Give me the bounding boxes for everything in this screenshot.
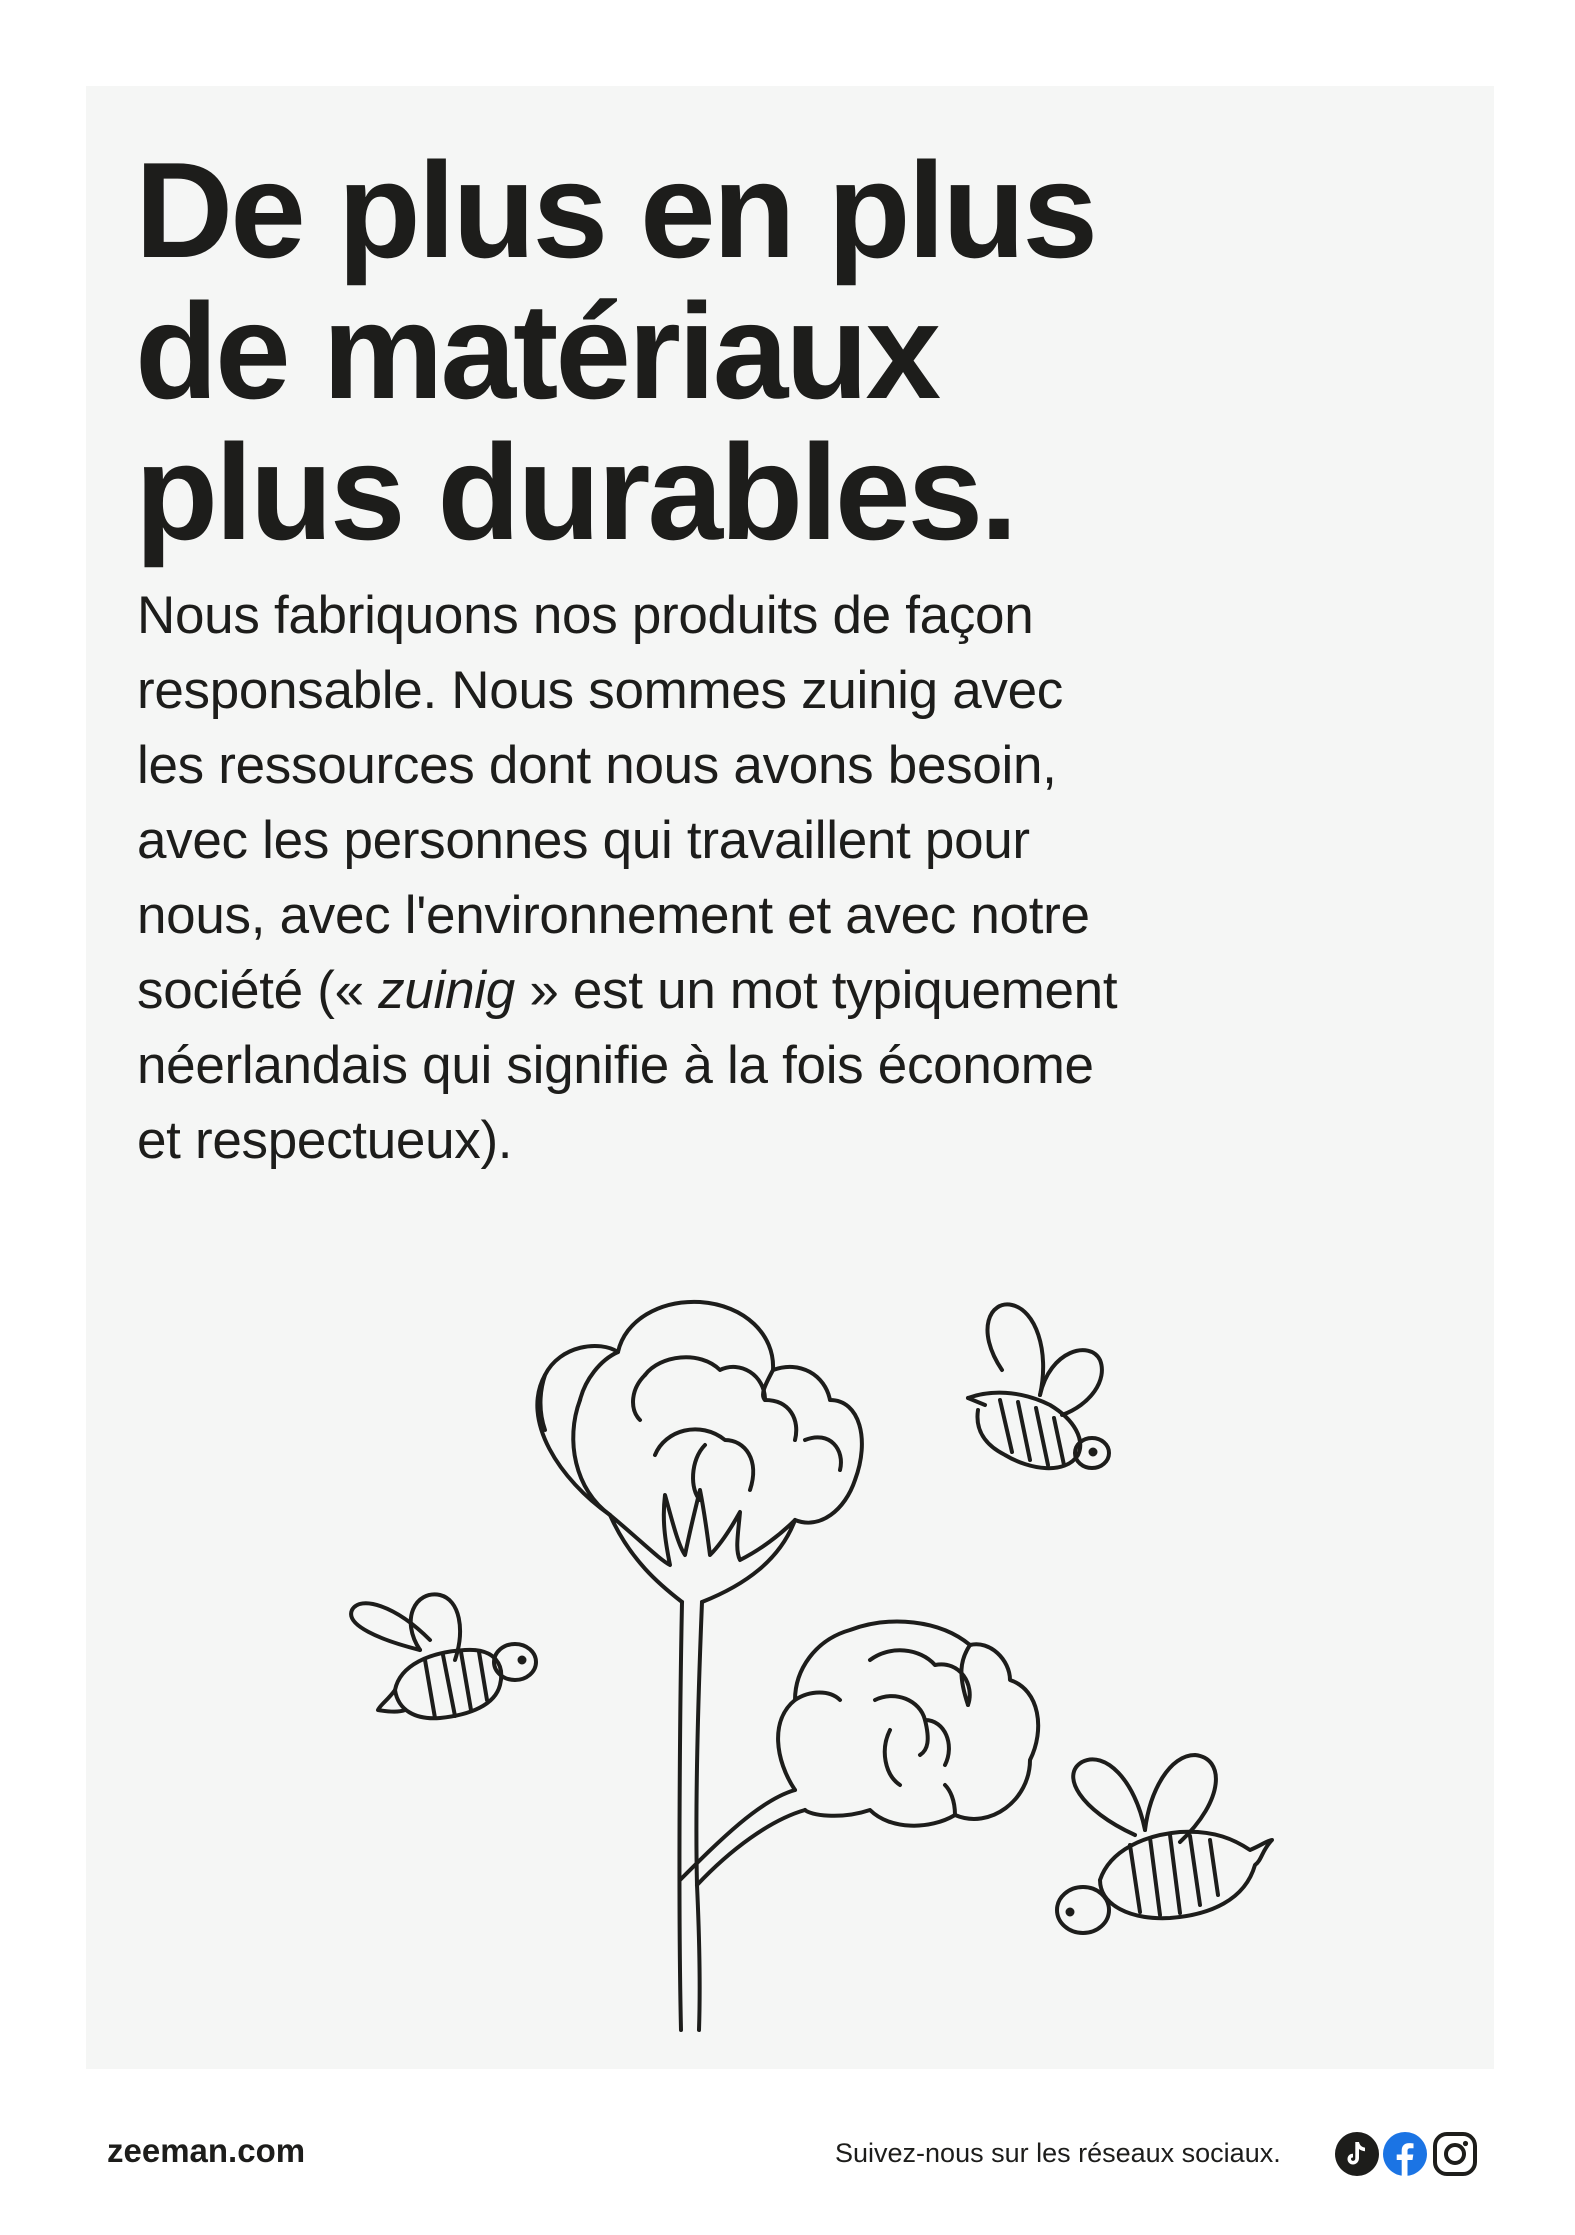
body-line: néerlandais qui signifie à la fois économe bbox=[137, 1036, 1094, 1095]
headline bbox=[135, 134, 1335, 568]
plant-stem bbox=[610, 1490, 805, 2030]
body-text-segment: société (« bbox=[137, 961, 379, 1020]
bee-icon bbox=[351, 1594, 536, 1718]
facebook-icon[interactable] bbox=[1382, 2131, 1428, 2177]
brand-link[interactable]: zeeman.com bbox=[107, 2132, 306, 2169]
body-paragraph bbox=[137, 578, 1287, 1178]
cotton-plant-illustration bbox=[320, 1280, 1280, 2060]
headline-line: plus durables. bbox=[135, 416, 1015, 568]
cotton-boll-lower bbox=[778, 1622, 1038, 1826]
zuinig-italic: zuinig bbox=[378, 961, 515, 1020]
body-line: et respectueux). bbox=[137, 1111, 513, 1170]
bee-icon bbox=[968, 1304, 1109, 1468]
body-text-segment: » est un mot typiquement bbox=[514, 961, 1118, 1020]
body-line: les ressources dont nous avons besoin, bbox=[137, 736, 1057, 795]
headline-line: De plus en plus bbox=[135, 134, 1096, 286]
bee-icon bbox=[1057, 1755, 1272, 1933]
body-line: Nous fabriquons nos produits de façon bbox=[137, 586, 1034, 645]
instagram-icon[interactable] bbox=[1432, 2131, 1478, 2177]
body-line: nous, avec l'environnement et avec notre bbox=[137, 886, 1090, 945]
body-line: responsable. Nous sommes zuinig avec bbox=[137, 661, 1063, 720]
body-line: avec les personnes qui travaillent pour bbox=[137, 811, 1030, 870]
follow-us-text: Suivez-nous sur les réseaux sociaux. bbox=[835, 2138, 1281, 2168]
body-line bbox=[137, 953, 1287, 1028]
headline-line: de matériaux bbox=[135, 275, 939, 427]
tiktok-icon[interactable] bbox=[1334, 2131, 1380, 2177]
